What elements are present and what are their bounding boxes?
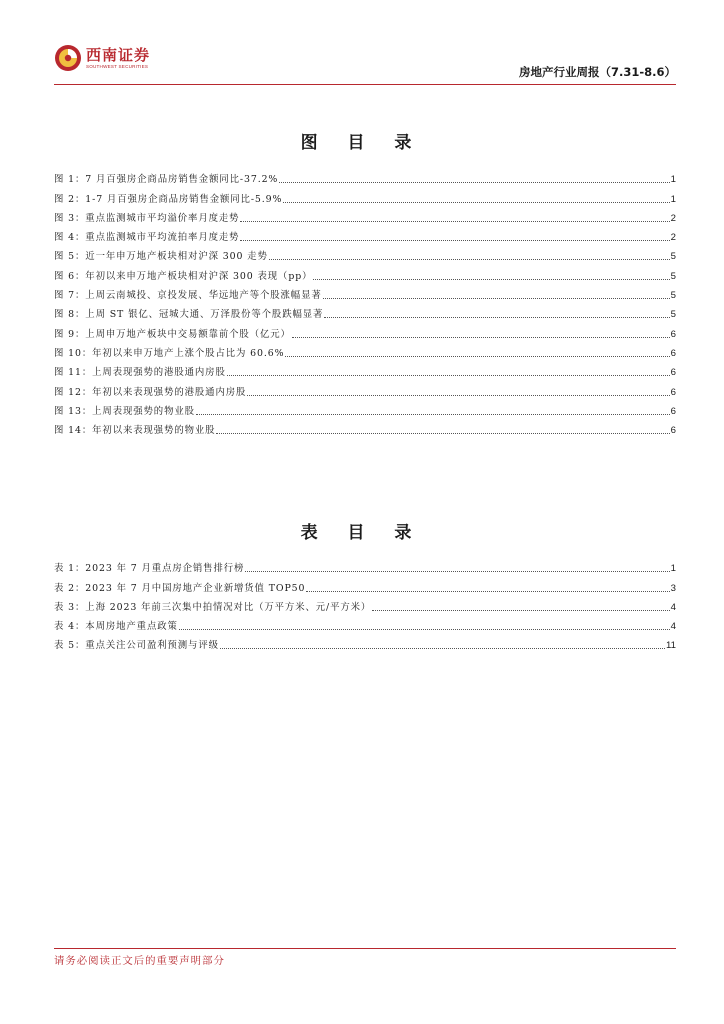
toc-entry-page: 1 (670, 563, 676, 575)
toc-entry[interactable] (54, 575, 676, 594)
toc-entry[interactable] (54, 633, 676, 652)
toc-entry-label: 图 12：年初以来表现强势的港股通内房股 (54, 386, 247, 398)
toc-entry[interactable] (54, 283, 676, 302)
toc-entry-page: 2 (670, 232, 676, 244)
toc-entry-label: 图 1：7 月百强房企商品房销售金额同比-37.2% (54, 174, 279, 186)
toc-entry[interactable] (54, 167, 676, 186)
figures-section-title: 图 目 录 (300, 133, 424, 153)
toc-entry-label: 表 5：重点关注公司盈利预测与评级 (54, 640, 219, 652)
toc-entry-page: 6 (670, 425, 676, 437)
logo-text-en: SOUTHWEST SECURITIES (86, 64, 149, 69)
footer-divider (54, 948, 676, 949)
toc-entry-page: 6 (670, 405, 676, 417)
toc-entry[interactable] (54, 341, 676, 360)
toc-entry-label: 图 2：1-7 月百强房企商品房销售金额同比-5.9% (54, 193, 283, 205)
toc-leader-dots (247, 394, 669, 396)
toc-leader-dots (292, 336, 670, 338)
toc-entry-label: 表 2：2023 年 7 月中国房地产企业新增货值 TOP50 (54, 582, 306, 594)
toc-entry-label: 图 14：年初以来表现强势的物业股 (54, 425, 216, 437)
toc-leader-dots (196, 413, 670, 415)
page-header (54, 38, 676, 85)
toc-entry-label: 表 3：上海 2023 年前三次集中拍情况对比（万平方米、元/平方米） (54, 601, 372, 613)
toc-entry[interactable] (54, 186, 676, 205)
toc-entry-page: 6 (670, 367, 676, 379)
toc-entry-label: 图 8：上周 ST 银亿、冠城大通、万泽股份等个股跌幅显著 (54, 309, 324, 321)
toc-entry-page: 5 (670, 270, 676, 282)
toc-entry[interactable] (54, 321, 676, 340)
toc-leader-dots (269, 258, 670, 260)
toc-leader-dots (240, 239, 669, 241)
toc-leader-dots (240, 220, 669, 222)
toc-leader-dots (220, 647, 665, 649)
toc-entry-page: 1 (670, 193, 676, 205)
toc-entry-label: 表 1：2023 年 7 月重点房企销售排行榜 (54, 563, 245, 575)
company-logo (54, 42, 204, 76)
toc-entry-label: 表 4：本周房地产重点政策 (54, 621, 178, 633)
toc-entry-page: 5 (670, 251, 676, 263)
toc-entry[interactable] (54, 379, 676, 398)
toc-entry-page: 6 (670, 328, 676, 340)
tables-section-title: 表 目 录 (300, 523, 424, 543)
toc-entry-page: 4 (670, 601, 676, 613)
figures-toc-list (54, 167, 676, 437)
logo-emblem-icon (54, 44, 82, 72)
toc-entry[interactable] (54, 244, 676, 263)
toc-entry-page: 5 (670, 290, 676, 302)
toc-entry-page: 6 (670, 347, 676, 359)
toc-leader-dots (324, 316, 669, 318)
toc-leader-dots (227, 374, 670, 376)
toc-entry[interactable] (54, 302, 676, 321)
logo-text-cn: 西南证券 (86, 46, 151, 64)
toc-entry[interactable] (54, 206, 676, 225)
toc-entry-page: 2 (670, 212, 676, 224)
toc-leader-dots (306, 590, 669, 592)
toc-leader-dots (372, 609, 669, 611)
toc-leader-dots (285, 355, 669, 357)
toc-entry[interactable] (54, 595, 676, 614)
toc-entry[interactable] (54, 263, 676, 282)
toc-entry-label: 图 4：重点监测城市平均流拍率月度走势 (54, 232, 240, 244)
toc-entry[interactable] (54, 556, 676, 575)
toc-leader-dots (279, 181, 669, 183)
toc-leader-dots (245, 570, 669, 572)
toc-entry-page: 4 (670, 621, 676, 633)
toc-leader-dots (313, 278, 669, 280)
toc-entry-page: 3 (670, 582, 676, 594)
toc-entry-label: 图 3：重点监测城市平均溢价率月度走势 (54, 212, 240, 224)
toc-leader-dots (323, 297, 670, 299)
toc-entry-label: 图 11：上周表现强势的港股通内房股 (54, 367, 226, 379)
toc-entry[interactable] (54, 360, 676, 379)
toc-entry-label: 图 7：上周云南城投、京投发展、华远地产等个股涨幅显著 (54, 290, 322, 302)
toc-entry[interactable] (54, 418, 676, 437)
toc-entry-label: 图 10：年初以来申万地产上涨个股占比为 60.6% (54, 347, 285, 359)
toc-entry-page: 6 (670, 386, 676, 398)
toc-entry-page: 1 (670, 174, 676, 186)
toc-leader-dots (216, 432, 669, 434)
toc-entry[interactable] (54, 225, 676, 244)
toc-entry[interactable] (54, 614, 676, 633)
toc-leader-dots (179, 628, 670, 630)
toc-entry-label: 图 5：近一年申万地产板块相对沪深 300 走势 (54, 251, 268, 263)
tables-toc-list (54, 556, 676, 652)
toc-entry-page: 5 (670, 309, 676, 321)
toc-entry[interactable] (54, 399, 676, 418)
toc-entry-label: 图 13：上周表现强势的物业股 (54, 405, 195, 417)
report-title: 房地产行业周报（7.31-8.6） (518, 65, 676, 79)
toc-entry-label: 图 9：上周申万地产板块中交易额靠前个股（亿元） (54, 328, 291, 340)
toc-entry-label: 图 6：年初以来申万地产板块相对沪深 300 表现（pp） (54, 270, 313, 282)
toc-leader-dots (283, 201, 669, 203)
toc-entry-page: 11 (666, 640, 676, 652)
footer-notice: 请务必阅读正文后的重要声明部分 (54, 955, 225, 967)
